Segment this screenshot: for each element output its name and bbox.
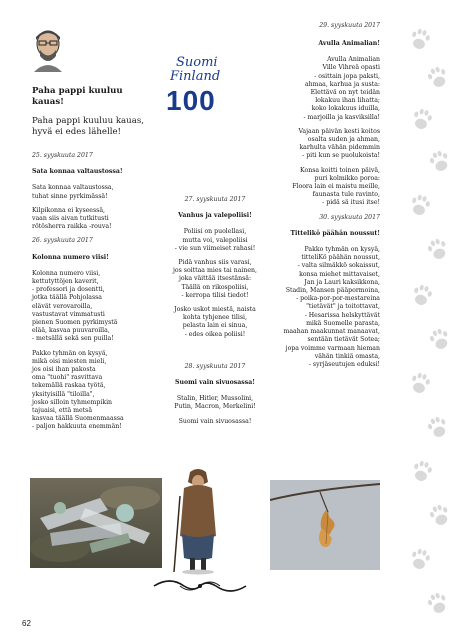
- poem-title: Tittelikö päähän noussut!: [290, 229, 380, 237]
- text-line: - professori ja dosentti,: [32, 286, 105, 294]
- stanza: [160, 395, 270, 411]
- stanza: [160, 306, 270, 339]
- text-line: vähän tinkiä omasta,: [314, 352, 380, 360]
- text-line: - marjoilla ja kasviksilla!: [303, 113, 380, 121]
- text-line: Ville Vihreä opasti: [322, 64, 380, 72]
- text-line: - vie sun viimeiset rahasi!: [174, 244, 256, 252]
- poem-title: Suomi vain sivuosassa!: [175, 379, 255, 387]
- decorative-ornament: [150, 578, 250, 594]
- text-line: - syrjäseutujen eduksi!: [308, 360, 380, 368]
- text-line: pienen Suomen pyrkimystä: [32, 319, 118, 327]
- stanza: [160, 259, 270, 300]
- date-line: 30. syyskuuta 2017: [319, 213, 380, 221]
- text-line: tuhat sinne pyrkimässä!: [32, 192, 108, 200]
- text-line: mikä oisi miesten mieli,: [32, 357, 107, 365]
- text-line: Josko uskot miestä, naista: [174, 306, 256, 314]
- text-line: - piti kun se puolukoista!: [302, 152, 380, 160]
- text-line: Putin, Macron, Merkelini!: [174, 403, 256, 411]
- text-line: hyvä ei edes lähelle!: [32, 127, 122, 137]
- logo-line1: Suomi: [176, 55, 218, 70]
- text-line: Kilpikonna ei kyseessä,: [32, 206, 105, 214]
- text-line: - kerropa tilisi tiedot!: [181, 291, 249, 299]
- text-line: kohta tyhjenee tilisi,: [183, 314, 247, 322]
- paw-print-icon: [411, 107, 434, 131]
- text-line: oma "tuohi" rasvittava: [32, 374, 103, 382]
- text-line: Pidä vanhus siis varasi,: [178, 259, 252, 267]
- logo-line2: Finland: [170, 69, 221, 84]
- left-main-body: [32, 116, 152, 138]
- text-line: Täällä on rikospoliisi,: [181, 283, 249, 291]
- text-line: Stadin, Mansen pääpormoina,: [285, 287, 380, 295]
- text-line: lokakuu ihan lihatta;: [315, 97, 380, 105]
- text-line: kettutyttöjen kaverit,: [32, 278, 99, 286]
- text-line: - poika-por-por-mestareina: [296, 295, 380, 303]
- text-line: elää, kasvaa puuvaroilla,: [32, 327, 110, 335]
- text-line: ahmaa, karhua ja susta:: [304, 80, 380, 88]
- text-line: puri kolmikko poroa:: [314, 174, 380, 182]
- stanza: [262, 128, 380, 161]
- left-column: [32, 86, 152, 138]
- text-line: jos soittaa mies tai nainen,: [172, 267, 257, 275]
- stanza: [262, 246, 380, 369]
- text-line: titteliKö päähän noussut,: [301, 254, 380, 262]
- text-line: konsa miehet mittavaiset,: [299, 270, 380, 278]
- text-line: mikä Suomelle parasta,: [306, 319, 380, 327]
- stanza: [32, 270, 157, 344]
- text-line: Suomi vain sivuosassa!: [178, 417, 252, 425]
- text-line: Floora lain ei maistu meille,: [292, 183, 380, 191]
- text-line: maahan maakunnat manaavat,: [283, 328, 380, 336]
- text-line: Pakko tyhmän on kysyä,: [304, 246, 380, 254]
- paw-print-icon: [428, 503, 452, 528]
- paw-print-icon: [426, 591, 450, 616]
- text-line: osalta suden ja ahman,: [307, 136, 380, 144]
- paw-print-icon: [426, 65, 450, 90]
- logo-number: 100: [166, 85, 216, 116]
- poem-title: Vanhus ja valepoliisi!: [178, 212, 252, 220]
- stanza: [32, 207, 157, 232]
- header-date: 29. syyskuuta 2017: [319, 22, 380, 29]
- stanza: [160, 228, 270, 253]
- stanza: [262, 167, 380, 208]
- text-line: kasvaa täällä Suomenmaassa: [32, 415, 124, 423]
- text-line: - valta silmäkkö sokaissut,: [297, 262, 380, 270]
- right-column: [262, 40, 380, 369]
- page-number: 62: [22, 619, 31, 628]
- walking-woman-photo: [168, 466, 228, 576]
- text-line: jopa voimme varmaan hieman: [285, 344, 380, 352]
- text-line: Poliisi on puolellasi,: [183, 228, 247, 236]
- text-line: pelasta lain ei sinua,: [182, 322, 248, 330]
- text-line: josko silloin tyhmempikin: [32, 398, 113, 406]
- text-line: vaan siis aivan tutkitusti: [32, 215, 109, 223]
- text-line: Avulla Animalian: [327, 56, 380, 64]
- date-line: 28. syyskuuta 2017: [184, 362, 246, 370]
- poem-title: Sata konnaa valtaustossa!: [32, 168, 123, 176]
- leaf-branch-photo: [270, 480, 380, 570]
- text-line: joka väittää itsestänsä:: [178, 275, 252, 283]
- stanza: [262, 56, 380, 122]
- text-line: Sata konnaa valtaustossa,: [32, 184, 114, 192]
- text-line: Elettävä on nyt teidän: [310, 89, 380, 97]
- text-line: Kolonna numero viisi,: [32, 269, 101, 277]
- date-line: 27. syyskuuta 2017: [184, 196, 246, 203]
- text-line: Stalin, Hitler, Mussolini,: [176, 395, 254, 403]
- text-line: faunasta tule ravinto,: [312, 191, 380, 199]
- text-line: tajuaisi, että metsä: [32, 407, 93, 415]
- stanza: [32, 350, 157, 432]
- text-line: Vajaan päivän kesti koitos: [298, 127, 380, 135]
- text-line: tekemällä raskaa työtä,: [32, 382, 106, 390]
- text-line: - edes oikea poliisi!: [184, 330, 246, 338]
- left-main-title: Paha pappi kuuluu kauas!: [32, 86, 123, 107]
- suomi-finland-100-logo: [158, 55, 238, 125]
- date-line: 25. syyskuuta 2017: [32, 152, 93, 159]
- paw-print-icon: [411, 283, 434, 307]
- paw-print-icon: [426, 415, 450, 440]
- text-line: vastustavat vimmatusti: [32, 310, 105, 318]
- stanza: [160, 418, 270, 426]
- text-line: "tietävät" ja toitottavat,: [306, 303, 380, 311]
- left-column-lower: [32, 152, 157, 432]
- text-line: rötösherra raikka -rouva!: [32, 223, 112, 231]
- middle-column: [160, 196, 270, 426]
- date-line: 26. syyskuuta 2017: [32, 237, 93, 245]
- text-line: koko lokakuus iduilla,: [311, 105, 380, 113]
- text-line: jos oisi ihan pakosta: [32, 366, 96, 374]
- text-line: - pidä sä itusi itse!: [322, 199, 380, 207]
- stanza: [32, 184, 157, 200]
- text-line: - Hesarissa helskyttävät: [304, 311, 380, 319]
- text-line: - metsällä sekä sen puilla!: [32, 335, 114, 343]
- paw-print-icon: [428, 327, 452, 352]
- paw-print-icon: [411, 459, 434, 483]
- paw-print-icon: [409, 27, 432, 51]
- poem-title: Avulla Animalian!: [318, 40, 380, 47]
- text-line: mutta voi, valepoliisi: [182, 236, 248, 244]
- paw-print-icon: [428, 149, 452, 174]
- paw-print-border: [382, 0, 452, 640]
- text-line: karhulta vähän pidemmin: [299, 144, 380, 152]
- text-line: Pakko tyhmän on kysyä,: [32, 349, 108, 357]
- litter-photo: [30, 478, 162, 568]
- poem-title: Kolonna numero viisi!: [32, 253, 109, 261]
- paw-print-icon: [409, 371, 432, 395]
- text-line: elävät verovaroilla,: [32, 302, 93, 310]
- paw-print-icon: [426, 237, 450, 262]
- text-line: - osittain jopa paksti,: [314, 72, 380, 80]
- text-line: jotka täällä Pohjolassa: [32, 294, 102, 302]
- text-line: sentään tietävät Sotea;: [307, 336, 380, 344]
- text-line: Konsa koitti toinen päivä,: [300, 166, 380, 174]
- paw-print-icon: [409, 547, 432, 571]
- text-line: Paha pappi kuuluu kauas,: [32, 116, 144, 126]
- text-line: - paljon hakkuuta enemmän!: [32, 423, 122, 431]
- paw-print-icon: [409, 193, 432, 217]
- avatar-illustration: [30, 28, 66, 72]
- text-line: Jan ja Lauri kaksikkona,: [304, 278, 380, 286]
- text-line: yksityisillä "tiloilla",: [32, 390, 95, 398]
